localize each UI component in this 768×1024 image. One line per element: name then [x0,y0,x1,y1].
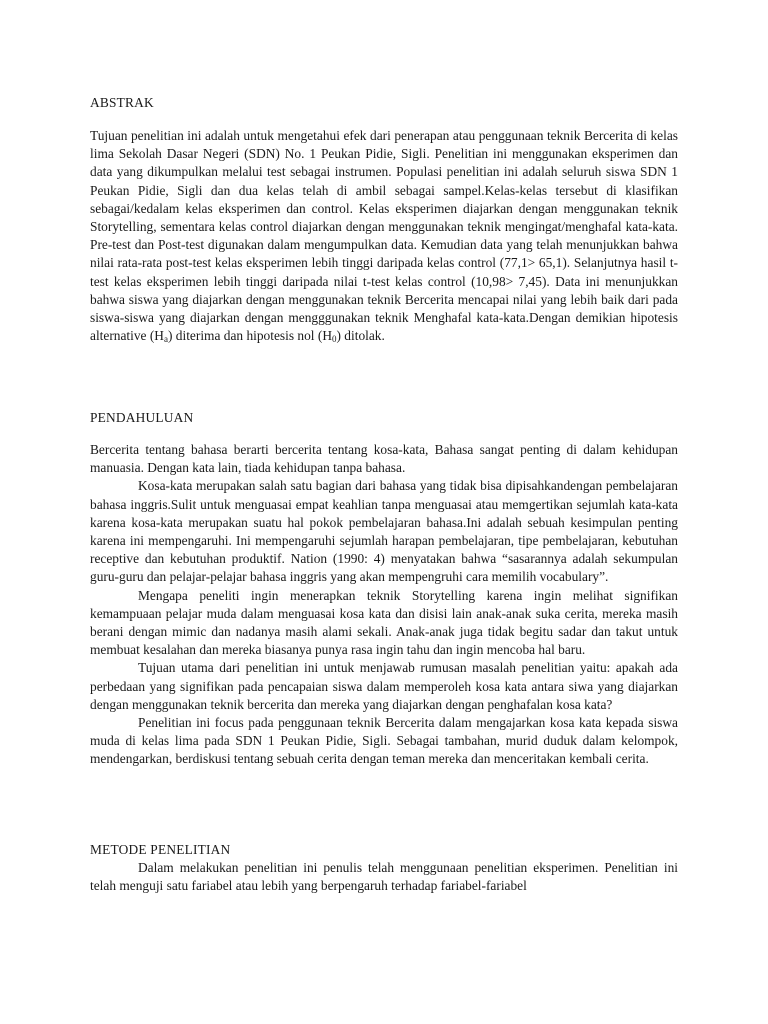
abstrak-text-middle: ) diterima dan hipotesis nol (H [167,328,332,344]
pendahuluan-paragraph-2: Kosa-kata merupakan salah satu bagian dari bahasa yang tidak bisa dipisahkandengan pembelajaran bahasa inggris.Sulit untuk menguasai empat keahlian tanpa menguasai atau memgertikan sejumlah kata-kata karena kosa-kata merupakan suatu hal pokok pembelajaran bahasa.Ini adalah sebuah kesimpulan penting karena ini mempengaruhi. Ini mempengaruhi sejumlah harapan pembelajaran, tipe pembelajaran, kebutuhan receptive dan kebutuhan produktif. Nation (1990: 4) menyatakan bahwa “sasarannya adalah sekumpulan guru-guru dan pelajar-pelajar bahasa inggris yang akan mempengruhi cara memilih vocabulary”. [90,478,678,585]
pendahuluan-paragraph-3: Mengapa peneliti ingin menerapkan teknik Storytelling karena ingin melihat signifikan kemampuaan pelajar muda dalam menguasai kosa kata dan disisi lain anak-anak suka cerita, mereka masih berani dengan mimic dan nadanya masih alami sekali. Anak-anak juga tidak begitu sadar dan takut untuk membuat kesalahan dan mereka biasanya punya rasa ingin tahu dan ingin mencoba hal baru. [90,587,678,658]
pendahuluan-paragraph-1: Bercerita tentang bahasa berarti bercerita tentang kosa-kata, Bahasa sangat penting di dalam kehidupan manuasia. Dengan kata lain, tiada kehidupan tanpa bahasa. [90,442,678,476]
abstrak-paragraph [90,127,678,345]
metode-heading: METODE PENELITIAN [90,842,231,857]
metode-section [90,859,678,895]
abstrak-heading: ABSTRAK [90,95,154,110]
abstrak-text-end: ) ditolak. [336,328,385,344]
pendahuluan-section [90,441,678,769]
h1-subscript: a [163,334,168,345]
pendahuluan-paragraph-4: Tujuan utama dari penelitian ini untuk menjawab rumusan masalah penelitian yaitu: apakah ada perbedaan yang signifikan pada pencapaian siswa dalam memperoleh kosa kata antara siwa yang diajarkan dengan menggunakan teknik bercerita dan mereka yang diajarkan dengan penghafalan kosa kata? [90,660,678,712]
h0-subscript: 0 [332,334,337,345]
pendahuluan-heading: PENDAHULUAN [90,410,194,425]
metode-paragraph-1: Dalam melakukan penelitian ini penulis telah menggunaan penelitian eksperimen. Penelitian ini telah menguji satu fariabel atau lebih yang berpengaruh terhadap fariabel-fariabel [90,860,678,894]
pendahuluan-paragraph-5: Penelitian ini focus pada penggunaan teknik Bercerita dalam mengajarkan kosa kata kepada siswa muda di kelas lima pada SDN 1 Peukan Pidie, Sigli. Sebagai tambahan, murid duduk dalam kelompok, mendengarkan, berdiskusi tentang sebuah cerita dengan teman mereka dan menceritakan kembali cerita. [90,715,678,767]
abstrak-text-main: Tujuan penelitian ini adalah untuk mengetahui efek dari penerapan atau penggunaan teknik Bercerita di kelas lima Sekolah Dasar Negeri (SDN) No. 1 Peukan Pidie, Sigli. Penelitian ini menggunakan eksperimen dan data yang dikumpulkan melalui test sebagai instrumen. Populasi penelitian ini adalah seluruh siswa SDN 1 Peukan Pidie, Sigli dan dua kelas telah di ambil sebagai sampel.Kelas-kelas tersebut di klasifikan sebagai/kedalam kelas eksperimen dan control. Kelas eksperimen diajarkan dengan menggunakan teknik Storytelling, sementara kelas control diajarkan dengan menggunakan teknik mengingat/menghafal kata-kata. Pre-test dan Post-test digunakan dalam mengumpulkan data. Kemudian data yang telah menunjukkan bahwa nilai rata-rata post-test kelas eksperimen lebih tinggi daripada kelas control (77,1> 65,1). Selanjutnya hasil t-test kelas eksperimen lebih tinggi daripada nilai t-test kelas control (10,98> 7,45). Data ini menunjukkan bahwa siswa yang diajarkan dengan menggunakan teknik Bercerita mencapai nilai yang lebih baik dari pada siswa-siswa yang diajarkan dengan mengggunakan teknik Menghafal kata-kata.Dengan demikian hipotesis alternative (H [90,128,678,344]
